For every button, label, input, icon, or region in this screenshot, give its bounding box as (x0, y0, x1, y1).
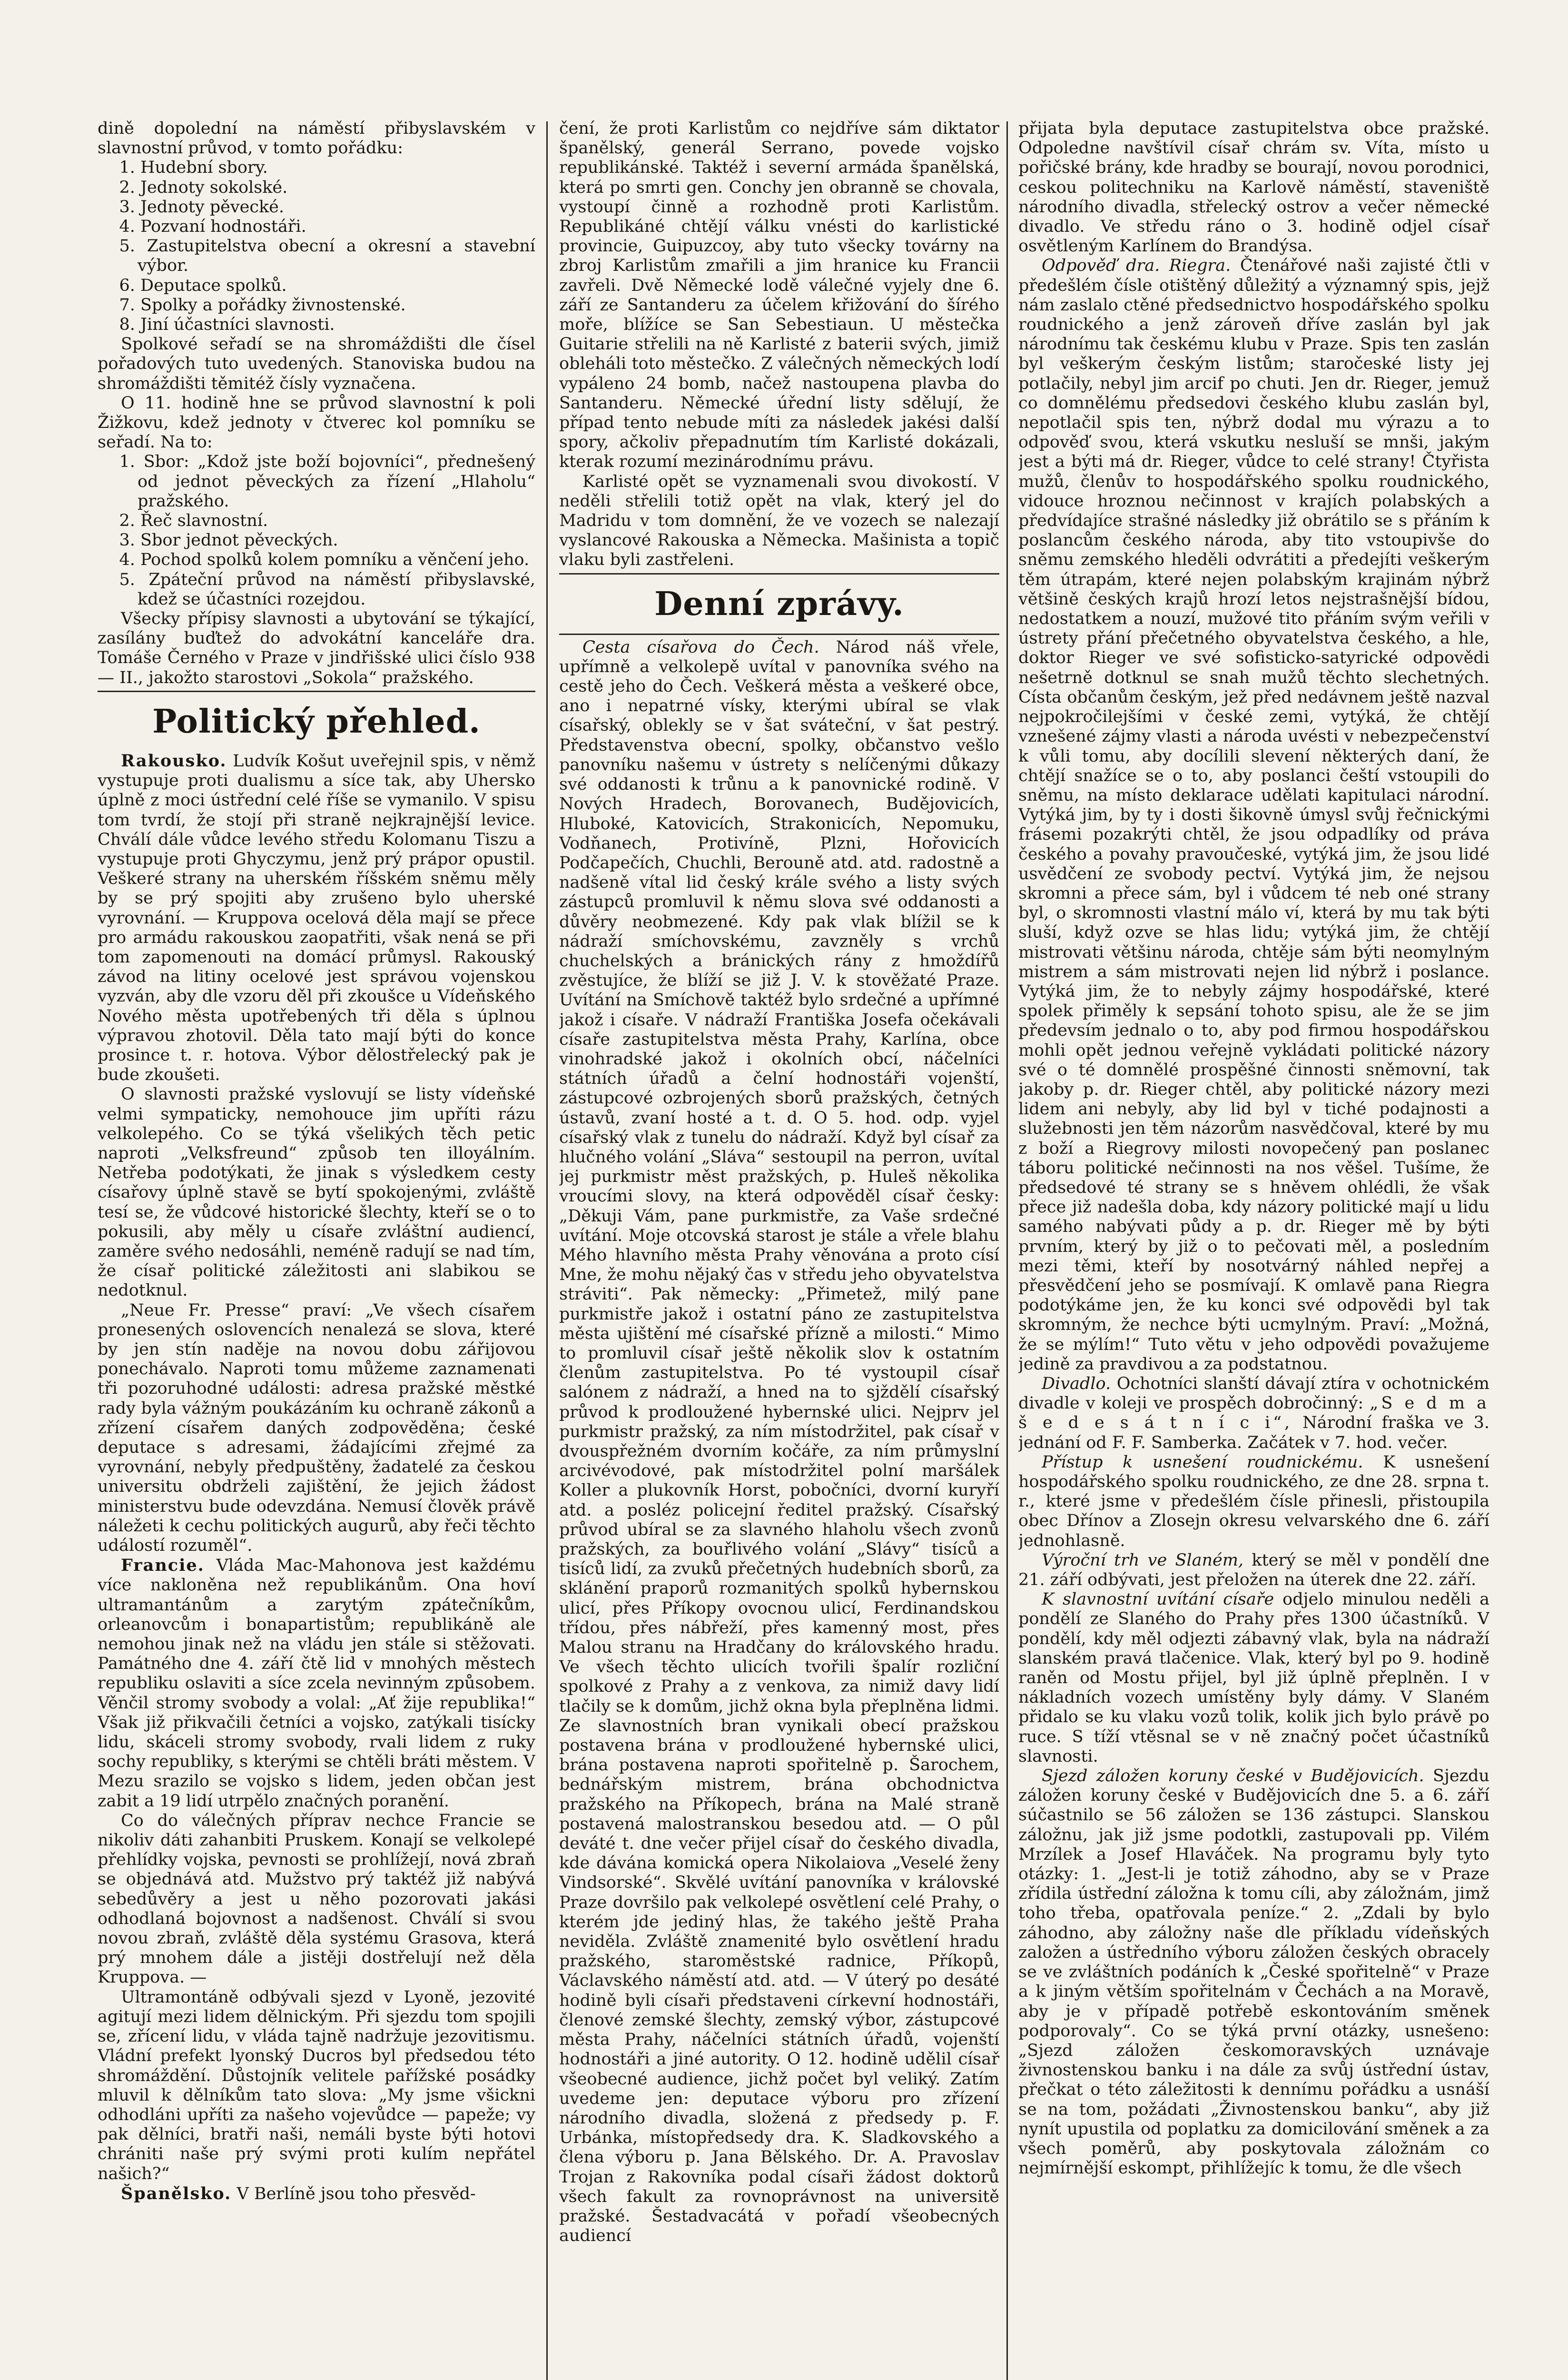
list-item: 8. Jiní účastníci slavnosti. (119, 315, 335, 335)
paragraph: Vláda Mac-Mahonova jest každému více nakloněna než republikánům. Ona hoví ultramantánům a zarytým zpátečníkům, orleanovcům i bonapartistům; republikáně ale nemohou jinak než na vládu jen stále si stěžovati. Památného dne 4. září čtě lid v mnohých městech republiku oslaviti a síce zcela nevinným způsobem. Věnčil stromy svobody a volal: „Ať žije republika!“ Však již přikvačili četníci a vojsko, zatýkali tisícky lidu, skáceli stromy svobody, rvali lidem z ruky sochy republiky, s kterými se chtěli bráti městem. V Mezu srazilo se vojsko s lidem, jeden občan jest zabit a 19 lidí utrpělo značných poranění. (98, 1556, 535, 1811)
section-heading-politicky: Politický přehled. (152, 702, 481, 741)
list-item: 5. Zpáteční průvod na náměstí přibyslavské, kdež se účastníci rozejdou. (119, 570, 535, 609)
list-item: 4. Pochod spolků kolem pomníku a věnčení jeho. (119, 550, 530, 570)
paragraph: Sjezdu záložen koruny české v Budějovicích dne 5. a 6. září súčastnilo se 56 záložen se 136 zástupci. Slanskou záložnu, jak již jsme podotkli, zastupovali pp. Vilém Mrzílek a Josef Hlaváček. Na programu byly tyto otázky: 1. „Jest-li je totiž záhodno, aby se v Praze zřídila ústřední záložna k tomu cíli, aby záložnám, jimž toho třeba, opatřovala peníze.“ 2. „Zdali by bylo záhodno, aby záložny naše dle příkladu vídeňských založen a ústředního výboru záložen českých obracely se ve zvláštních podáních k „České spořitelně“ v Praze a k jiným větším spořitelnám v Čechách a na Moravě, aby je v případě potřebě eskontováním směnek podporovaly“. Co se týká první otázky, usnešeno: „Sjezd záložen českomoravských uznávaje živnostenskou banku i na dále za svůj ústřední ústav, přečkat o této záležitosti k dennímu pořádku a usnáší se na tom, požádati „Živnostenskou banku“, aby již nynít upustila od poplatku za domicilování směnek a za všech poměrů, aby poskytovala záložnám co nejmírnější eskompt, přihlížejíc k tomu, že dle všech (1018, 1766, 1489, 2178)
list-item: 6. Deputace spolků. (119, 276, 287, 295)
list-item: 7. Spolky a pořádky živnostenské. (119, 295, 406, 315)
list-item: 1. Sbor: „Kdož jste boží bojovníci“, přednešený od jednot pěveckých za řízení „Hlaholu“ pražského. (119, 452, 535, 511)
list-item: 5. Zastupitelstva obecní a okresní a stavební výbor. (119, 237, 535, 276)
country-label: Francie. (121, 1556, 205, 1576)
paragraph: čení, že proti Karlistům co nejdříve sám diktator španělský, generál Serrano, povede vojsko republikánské. Taktéž i severní armáda španělská, která po smrti gen. Conchy jen obranně se chovala, vystoupí činně a rozhodně proti Karlistům. Republikáné chtějí válku vnésti do karlistické provincie, Guipuzcoy, aby tuto všecky továrny na zbroj Karlistům zmařili a jim hranice ku Francii zavřeli. Dvě Německé lodě válečné vyjely dne 6. září ze Santanderu za účelem křižování do šírého moře, blížíce se San Sebestiaun. U městečka Guitarie střelili na ně Karlisté z baterii svých, jimiž obleháli toto městečko. Z válečných německých lodí vypáleno 24 bomb, načež nastoupena plavba do Santanderu. Německé úřední listy sdělují, že případ tento nebude míti za následek jakési další spory, ačkoliv přepadnutím tím Karlisté dokázali, kterak rozumí mezinárodnímu právu. (559, 119, 999, 472)
paragraph: Co do válečných příprav nechce Francie se nikoliv dáti zahanbiti Pruskem. Konají se velkolepé přehlídky vojska, pevnosti se prohlížejí, nová zbraň se objednává atd. Mužstvo prý taktéž již nabývá sebedůvěry a jest u něho pozorovati jakási odhodlaná bojovnost a nadšenost. Chválí si svou novou zbraň, zvláště děla systému Grasova, která prý mnohem dále a jistěji dostřelují než děla Kruppova. — (98, 1811, 535, 1987)
ceremony-program-list (98, 452, 535, 609)
festival-intro: dině dopolední na náměstí přibyslavském v slavnostní průvod, v tomto pořádku: (98, 119, 535, 158)
paragraph: Ultramontáně odbývali sjezd v Lyoně, jezovité agitují mezi lidem dělnickým. Při sjezdu tom spojili se, zřícení lidu, v vláda tajně nadržuje jezovitismu. Vládní prefekt lyonský Ducros byl předsedou této shromáždění. Důstojník velitele pařížské posádky mluvil k dělníkům tato slova: „My jsme všickni odhodláni upříti za našeho vojevůdce — papeže; vy pak dělníci, bratři naši, nemáli byste býti hotovi chrániti naše prý svými proti kulím nepřátel našich?“ (98, 1987, 535, 2183)
paragraph: „Neue Fr. Presse“ praví: „Ve všech císařem pronesených oslovencích nenalezá se slova, které by jen stín naděje na novou dobu zářijovou ponechávalo. Naproti tomu můžeme zaznamenati tři pozoruhodné události: adresa pražské městké rady byla vážným poukázáním ku ochraně zákonů a zřízení císařem daných zodpověděna; české deputace s adresami, žádajícími zřejmé za vyrovnání, nebyly předpuštěny, žadatelé za českou universitu obdrželi zajištění, že jejich žádost ministerstvu bude odevzdána. Nemusí člověk právě náležeti k cechu politických augurů, aby řeči těchto událostí rozuměl“. (98, 1300, 535, 1556)
paragraph: Ludvík Košut uveřejnil spis, v němž vystupuje proti dualismu a síce tak, aby Uhersko úplně z moci ústřední celé říše se vymanilo. V spisu tom tvrdí, že stojí při straně nejkrajnější levice. Chválí dále vůdce levého středu Kolomanu Tiszu a vystupuje proti Ghyczymu, jenž prý prápor opustil. Veškeré strany na uherském říšském sněmu měly by se prý spojiti aby zrušeno bylo uherské vyrovnání. — Kruppova ocelová děla mají se přece pro armádu rakouskou zaopatřiti, však nená se při tom zapomenouti na domácí průmysl. Rakouský závod na litiny ocelové jest správou vojenskou vyzván, aby dle vzoru děl při zkoušce u Vídeňského Nového města upotřebených tři děla s úplnou výpravou zhotovil. Děla tato mají býti do konce prosince t. r. hotova. Výbor dělostřelecký pak je bude zkoušeti. (98, 751, 535, 1085)
column-2 (559, 119, 999, 2380)
article-title: Cesta císařova do Čech. (582, 637, 819, 657)
article-title: Přístup k usnešení roudnickému. (1042, 1452, 1363, 1472)
article-title: Výroční trh ve Slaném, (1042, 1550, 1244, 1570)
paragraph: odjelo minulou neděli a pondělí ze Slaného do Prahy přes 1300 účastníků. V pondělí, kdy měl odjezti zábavný vlak, byla na nádraží slanském pravá tlačenice. Vlak, který byl po 9. hodině raněn od Mostu přijel, byl již úplně přeplněn. I v nákladních vozech umístěny byly dámy. V Slaném přidalo se ku vlaku vozů tolik, kolik jich bylo právě po ruce. S tíží vtěsnal se v ně značný počet účastníků slavnosti. (1018, 1590, 1489, 1766)
paragraph: přijata byla deputace zastupitelstva obce pražské. Odpoledne navštívil císař chrám sv. Víta, místo u pořičské brány, kde hradby se bourají, novou porodnici, ceskou politechniku na Karlově náměstí, staveniště národního divadla, střelecký ostrov a večer německé divadlo. Ve středu ráno o 3. hodině odjel císař osvětleným Karlínem do Brandýsa. (1018, 119, 1489, 256)
paragraph: Národní fraška ve 3. jednání od F. F. Samberka. Začátek v 7. hod. večer. (1018, 1413, 1489, 1452)
section-divider (559, 634, 999, 635)
article-title: Sjezd záložen koruny české v Budějovicích. (1042, 1766, 1424, 1786)
list-item: 3. Jednoty pěvecké. (119, 197, 284, 217)
paragraph: Karlisté opět se vyznamenali svou divokostí. V neděli střelili totiž opět na vlak, který jel do Madridu v tom domnění, že ve vozech se nalezají vyslancové Rakouska a Německa. Mašinista a topič vlaku byli zastřeleni. (559, 472, 999, 570)
column-3 (1018, 119, 1489, 2380)
paragraph: Národ náš vřele, upřímně a velkolepě uvítal v panovníka svého na cestě jeho do Čech. Veškerá města a veškeré obce, ano i nepatrné vísky, kterými ubíral se vlak císařský, oblekly se v šat sváteční, v šat pestrý. Představenstva obecní, spolky, občanstvo vešlo panovníku našemu v ústrety s nelíčenými důkazy své oddanosti k trůnu a k panovnické rodině. V Nových Hradech, Borovanech, Budějovicích, Hluboké, Katovicích, Strakonicích, Nepomuku, Vodňanech, Protivíně, Plzni, Hořovicích Podčapečích, Chuchli, Berouně atd. atd. radostně a nadšeně vítal lid český krále svého a listy svých zástupců promluvil k němu slova své oddanosti a důvěry neobmezené. Kdy pak vlak blížil se k nádraží smíchovskému, zavzněly s vrchů chuchelských a bránických rány z hmoždířů zvěstujíce, že blíží se již J. V. k stověžaté Praze. Uvítání na Smíchově taktéž bylo srdečné a upřímné jakož i císaře. V nádraží Františka Josefa očekávali císaře zastupitelstva města Prahy, Karlína, obce vinohradské jakož i okolních obcí, náčelníci státních úřadů a čelní hodnostáři vojenští, zástupcové ozbrojených sborů pražských, četných ústavů, zvaní hosté a t. d. O 5. hod. odp. vyjel císařský vlak z tunelu do nádraží. Když byl císař za hlučného volání „Sláva“ sestoupil na perron, uvítal jej purkmistr měst pražských, p. Huleš několika vroucími slovy, na která odpověděl císař česky: „Děkuji Vám, pane purkmistře, za Vaše srdečné uvítání. Moje otcovská starost je stále a vřele blahu Mého hlavního města Prahy věnována a proto císí Mne, že mohu nějaký čas v středu jeho obyvatelstva stráviti“. Pak německy: „Přimetež, milý pane purkmistře jakož i ostatní páno ze zastupitelstva města ujištění mé císařské přízně a milosti.“ Mimo to promluvil císař ještě několik slov k ostatním členům zastupitelstva. Po té vystoupil císař salónem z nádraží, a hned na to sjždělí císařský průvod k prodloužené hybernské ulici. Nejprv jel purkmistr pražský, za ním místodržitel, pak císař v dvouspřežném dvorním kočáře, za ním průmyslní arcivévodové, pak místodržitel polní maršálek Koller a plukovník Horst, pobočníci, dvorní kuryří atd. a posléz policejní ředitel pražský. Císařský průvod ubíral se za slavného hlaholu všech zvonů pražských, za bouřlivého volání „Slávy“ tisíců a tisíců lidí, za zvuků přečetných hudebních sborů, za sklánění praporů rozmanitých spolků hybernskou ulicí, přes Příkopy ovocnou ulicí, Ferdinandskou třídou, přes nábřeží, přes kamenný most, přes Malou stranu na Hradčany do královského hradu. Ve všech těchto ulicích tvořili špalír rozliční spolkové z Prahy a z venkova, za nimiž davy lidí tlačily se k domům, jichž okna byla přeplněna lidmi. Ze slavnostních bran vynikali obecí pražskou postavena brána v prodloužené hybernské ulici, brána postavena naproti spořitelně p. Šarochem, bednářským mistrem, brána obchodnictva pražského na Příkopech, brána na Malé straně postavená malostranskou besedou atd. — O půl deváté t. dne večer přijel císař do českého divadla, kde dávána komická opera Nikolaiova „Veselé ženy Vindsorské“. Skvělé uvítání panovníka v královské Praze dovršilo pak velkolepé osvětlení celé Prahy, o kterém jde jediný hlas, že takého ještě Praha neviděla. Zvláště znamenité bylo osvětlení hradu pražského, staroměstské radnice, Příkopů, Václavského náměstí atd. atd. — V úterý po desáté hodině byli císaři představeni církevní hodnostáři, členové zemské šlechty, zemský výbor, zástupcové města Prahy, náčelníci státních úřadů, vojenští hodnostáři a jiné autority. O 12. hodině udělil císař všeobecné audience, jichž počet byl veliký. Zatím uvedeme jen: deputace výboru pro zřízení národního divadla, složená z předsedy p. F. Urbánka, místopředsedy dra. K. Sladkovského a člena výboru p. Jana Bělského. Dr. A. Pravoslav Trojan z Rakovníka podal císaři žádost doktorů všech fakult za rovnoprávnost na universitě pražské. Šestadvacátá v pořadí všeobecných audiencí (559, 637, 999, 2246)
column-divider (546, 121, 548, 2380)
procession-order-list (98, 158, 535, 335)
paragraph: O slavnosti pražské vyslovují se listy vídeňské velmi sympaticky, nemohouce jim upříti rázu velkolepého. Co se týká všelikých těch petic naproti „Velksfreund“ způsob ten illoyálním. Netřeba podotýkati, že jinak s výsledkem cesty císařovy úplně stavě se bytí spokojenými, zvláště tesí se, že vůdcové historické šlechty, kteří se o to pokusili, aby měly u císaře zvláštní audiencí, zaměre svého nedosáhli, neméně radují se nad tím, že císař politické záležitosti ani slabikou se nedotknul. (98, 1085, 535, 1300)
paragraph: Všecky přípisy slavnosti a ubytování se týkající, zasílány buďtež do advokátní kanceláře dra. Tomáše Černého v Praze v jindřišské ulici číslo 938 — II., jakožto starostovi „Sokola“ pražského. (98, 609, 535, 687)
paragraph: V Berlíně jsou toho přesvěd- (237, 2184, 476, 2203)
country-label: Španělsko. (121, 2183, 232, 2203)
article-title: Divadlo. (1042, 1374, 1111, 1393)
paragraph: který se měl v pondělí dne 21. září odbývati, jest přeložen na úterek dne 22. září. (1018, 1550, 1489, 1590)
country-label: Rakousko. (121, 751, 227, 771)
list-item: 2. Řeč slavnostní. (119, 511, 268, 531)
list-item: 3. Sbor jednot pěveckých. (119, 531, 338, 550)
article-title: K slavnostní uvítání císaře (1042, 1590, 1274, 1609)
paragraph: Ochotníci slanští dávají ztíra v ochotnickém divadle v koleji ve prospěch dobročinný: (1018, 1374, 1489, 1413)
list-item: 1. Hudební sbory. (119, 158, 268, 178)
paragraph: O 11. hodině hne se průvod slavnostní k poli Žižkovu, kdež jednoty v čtverec kol pomníku se seřadí. Na to: (98, 393, 535, 452)
paragraph: Čtenářové naši zajisté čtli v předešlém čísle otištěný důležitý a významný spis, jejž nám zaslalo ctěné předsednictvo hospodářského spolku roudnického a jenž zároveň dříve zaslán byl jak národnímu tak českému klubu v Praze. Spis ten zaslán byl veškerým českým listům; staročeské listy jej potlačily, nebyl jim arcif po chuti. Jen dr. Rieger, jemuž co domnělému předsedovi českého klubu zaslán byl, nepotlačil spis ten, nýbrž dodal mu výrazu a to odpověď svou, která vskutku nesluší se mnši, jakým jest a býti má dr. Rieger, vůdce to celé strany! Čtyřista mužů, členův to hospodářského spolku roudnického, vidouce hroznou nečinnost v krajích polabských a předvídajíce strašné následky již obrátilo se s přáním k poslancům českého národa, aby tito vstoupivše do sněmu zemského hleděli odvrátiti a předejíti veškerým těm útrapám, které nejen polabským krajinám nýbrž většině českých krajů hrozí letos nejstrašnější bídou, nedostatkem a nouzí, mužové tito přáním svým veřili v ústrety přání přečetného obyvatelstva českého, a hle, doktor Rieger ve své sofisticko-satyrické odpovědi nešetrně dotknul se snah mužů těchto slechetných. Císta občanům českým, jež před nedávnem ještě nazval nejpokročilejšími v české zemi, vytýká, že chtějí vznešené zájmy vlasti a národa uvésti v nebezpečenství k vůli tomu, aby docílili slevení některých daní, že chtějí snažíce se o to, aby poslanci čeští vstoupili do sněmu, na místo deklarace udělati kapitulaci národní. Vytýká jim, by ty i dosti šikovně úmysl svůj řečnickými frásemi pozakrýti chtěl, že jsou odpadlíky od práva českého a povahy pravoučeské, vytýká jim, že jsou lidé usvědčení ze svobody pectví. Vytýká jim, že nejsou skromni a přece sám, byl i vůdcem té neb oné strany byl, o skromnosti vlastní málo ví, která by mu tak býti sluší, když ozve se hlas lidu; vytýká jim, že chtějí mistrovati většinu národa, chtěje sám býti neomylným mistrem a sám mistrovati nejen lid nýbrž i poslance. Vytýká jim, že to nebyly zájmy hospodářské, které spolek přiměly k sepsání tohoto spisu, ale že se jim předevsím jednalo o to, aby pod firmou hospodářskou mohli opět jednou veřejně vykládati politické názory své o té domnělé prospěšné činnosti sněmovní, tak jakoby p. dr. Rieger chtěl, aby politické názory mezi lidem ani nebyly, aby lid byl v tiché podajnosti a služebnosti jen těm názorům nasvědčoval, které by mu z boží a Riegrovy milosti novopečený pan poslanec táboru politické nečinnosti na nos věšel. Tušíme, že předsedové té strany se s hněvem ohlédli, že však přece již nadešla doba, kdy názory politické mají u lidu samého nabývati půdy a p. dr. Rieger mě by býti prvním, který by již o to pečovati měl, a posledním mezi těmi, kteří by nosotvárný náhled nepřej a přesvědčení jeho se posmívají. K omlavě pana Riegra podotýkáme jen, že ku konci své odpovědi byl tak skromným, že nechce býti ucmylným. Praví: „Možná, že se mýlím!“ Tuto větu v jeho odpovědi považujeme jedině za pravdivou a za podstatnou. (1018, 256, 1489, 1374)
section-divider (98, 691, 535, 692)
list-item: 2. Jednoty sokolské. (119, 178, 288, 197)
paragraph: K usnešení hospodářského spolku roudnického, ze dne 28. srpna t. r., které jsme v předešlém čísle přinesli, přistoupila obec Dřínov a Zlosejn okresu velvarského dne 6. září jednohlasně. (1018, 1452, 1489, 1550)
section-heading-denni: Denní zprávy. (654, 585, 904, 623)
column-divider (1006, 121, 1008, 2380)
section-divider (559, 573, 999, 575)
column-1 (98, 119, 535, 2380)
play-title: „S e d m a š e d e s á t n í c i“, (1018, 1394, 1489, 1433)
paragraph: Spolkové seřadí se na shromáždišti dle čísel pořadových tuto uvedených. Stanoviska budou na shromáždišti těmitéž čísly vyznačena. (98, 335, 535, 393)
article-title: Odpověď dra. Riegra. (1042, 256, 1231, 276)
list-item: 4. Pozvaní hodnostáři. (119, 217, 306, 237)
